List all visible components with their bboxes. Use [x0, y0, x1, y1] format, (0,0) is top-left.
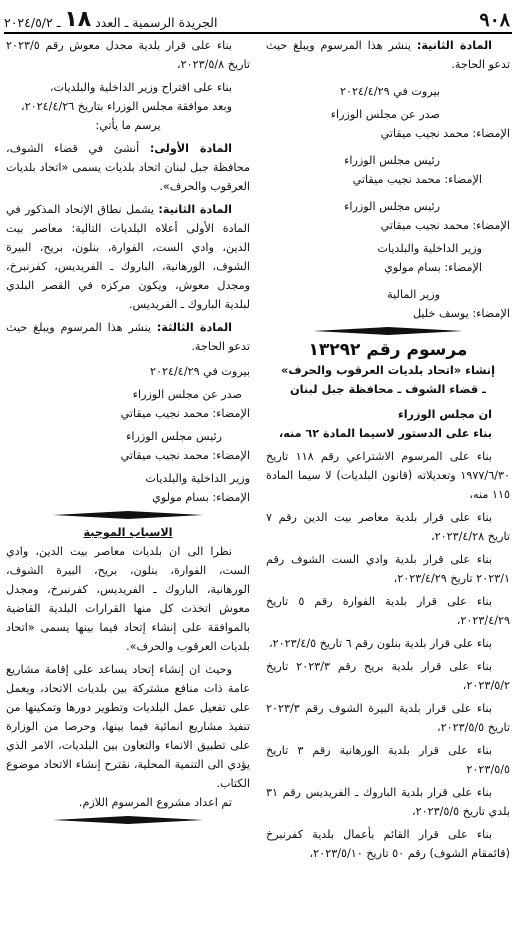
issue-date: ـ ٢٠٢٤/٥/٢	[4, 15, 61, 30]
preamble-paragraph: بناء على المرسوم الاشتراعي رقم ١١٨ تاريخ ١٩٧٧/٦/٣٠ وتعديلاته (قانون البلديات) لا سيما المادة ١١٥ منه،	[266, 450, 510, 501]
preamble-paragraph: بناء على قرار القائم بأعمال بلدية كفرنبرخ (قائمقام الشوف) رقم ٥٠ تاريخ ٢٠٢٣/٥/١٠،	[266, 828, 510, 860]
reasons-title: الاسباب الموجبة	[83, 526, 173, 539]
council-line: ان مجلس الوزراء	[397, 408, 492, 421]
date-line: بيروت في ٢٠٢٤/٤/٢٩	[340, 85, 440, 98]
preamble-paragraph: بناء على قرار بلدية مجدل معوش رقم ٢٠٢٣/٥ تاريخ ٢٠٢٣/٥/٨،	[6, 39, 250, 71]
preamble-paragraph: بناء على قرار بلدية معاصر بيت الدين رقم ٧ تاريخ ٢٠٢٣/٤/٢٨،	[266, 511, 510, 543]
article-text: ينشر هذا المرسوم ويبلغ حيث تدعو الحاجة.	[266, 39, 510, 71]
signatory-title: وزير الداخلية والبلديات	[145, 472, 250, 485]
page-header	[4, 4, 510, 30]
decree-subtitle: ـ قضاء الشوف ـ محافظة جبل لبنان	[289, 382, 487, 396]
preamble-paragraph: بناء على قرار بلدية الفوارة رقم ٥ تاريخ ٢٠٢٣/٤/٢٩،	[266, 595, 510, 627]
article-3	[6, 318, 250, 356]
left-column	[6, 36, 250, 828]
decrees-line: يرسم ما يأتي:	[95, 119, 161, 132]
preamble-paragraph: بناء على قرار بلدية الباروك ـ الفريديس رقم ٣١ بلدي تاريخ ٢٠٢٣/٥/٥،	[266, 786, 510, 818]
preamble-paragraph: بناء على اقتراح وزير الداخلية والبلديات،	[49, 81, 232, 94]
article-label: المادة الثالثة:	[156, 321, 232, 334]
gazette-title	[4, 7, 218, 32]
section-divider	[313, 327, 463, 335]
reasons-paragraph: نظرا الى ان بلديات معاصر بيت الدين، وادي الست، الفوارة، بنلون، بريح، البيرة الشوف، الورهانية، الباروك ـ الفريديس، كفرنبرخ، ومجدل معوش اتخذت كل منها القرارات البلدية القاضية بالموافقة على إنشاء إتحاد فيما بينها يسمى «اتحاد بلديات العرقوب والحرف».	[6, 545, 250, 653]
right-article-2	[266, 36, 510, 74]
reasons-paragraph: تم اعداد مشروع المرسوم اللازم.	[78, 796, 232, 809]
article-label: المادة الثانية:	[416, 39, 492, 52]
signature-line: الإمضاء: محمد نجيب ميقاتي	[120, 407, 250, 420]
signatory-title: وزير المالية	[387, 288, 440, 301]
signatory-title: رئيس مجلس الوزراء	[126, 430, 222, 443]
preamble-paragraph: بناء على قرار بلدية وادي الست الشوف رقم ٢٠٢٣/١ تاريخ ٢٠٢٣/٤/٢٩،	[266, 553, 510, 585]
signature-line: الإمضاء: محمد نجيب ميقاتي	[120, 449, 250, 462]
signature-line: الإمضاء: محمد نجيب ميقاتي	[352, 173, 482, 186]
signature-line: الإمضاء: محمد نجيب ميقاتي	[380, 127, 510, 140]
article-text: يشمل نطاق الإتحاد المذكور في المادة الأولى أعلاه البلديات التالية: معاصر بيت الدين، وادي الست، الفوارة، بنلون، بريح، البيرة الشوف، الورهانية، الباروك ـ الفريديس، كفرنبرخ، ومجدل معوش، ويكون مركزه في القصر البلدي لبلدية الباروك ـ الفريديس.	[6, 203, 250, 311]
article-label: المادة الأولى:	[149, 142, 232, 155]
signatory-title: رئيس مجلس الوزراء	[344, 200, 440, 213]
signature-line: الإمضاء: بسام مولوي	[384, 261, 482, 274]
issued-by: صدر عن مجلس الوزراء	[132, 388, 242, 401]
section-divider	[53, 511, 203, 519]
date-line: بيروت في ٢٠٢٤/٤/٢٩	[150, 365, 250, 378]
article-text: ينشر هذا المرسوم ويبلغ حيث تدعو الحاجة.	[6, 321, 250, 353]
article-text: أنشئ في قضاء الشوف، محافظة جبل لبنان اتحاد بلديات يسمى «اتحاد بلديات العرقوب والحرف».	[6, 142, 250, 193]
article-label: المادة الثانية:	[158, 203, 232, 216]
article-2	[6, 200, 250, 314]
article-1	[6, 139, 250, 196]
header-rule	[4, 32, 512, 34]
preamble-paragraph: بناء على قرار بلدية البيرة الشوف رقم ٢٠٢٣/٣ تاريخ ٢٠٢٣/٥/٥،	[266, 702, 510, 734]
issued-by: صدر عن مجلس الوزراء	[330, 108, 440, 121]
preamble-paragraph: وبعد موافقة مجلس الوزراء بتاريخ ٢٠٢٤/٤/٢٦،	[21, 100, 232, 113]
page-number: ٩٠٨	[479, 9, 510, 31]
signature-line: الإمضاء: محمد نجيب ميقاتي	[380, 219, 510, 232]
signatory-title: وزير الداخلية والبلديات	[377, 242, 482, 255]
issue-number: ١٨	[64, 7, 92, 32]
signatory-title: رئيس مجلس الوزراء	[344, 154, 440, 167]
decree-subtitle: إنشاء «اتحاد بلديات العرقوب والحرف»	[280, 363, 495, 377]
signature-line: الإمضاء: بسام مولوي	[152, 491, 250, 504]
section-divider	[53, 816, 203, 824]
preamble-paragraph: بناء على قرار بلدية الورهانية رقم ٣ تاريخ ٢٠٢٣/٥/٥	[266, 744, 510, 776]
decree-title: مرسوم رقم ١٣٢٩٢	[308, 340, 468, 360]
preamble-paragraph: بناء على قرار بلدية بنلون رقم ٦ تاريخ ٢٠٢٣/٤/٥،	[268, 637, 492, 650]
signature-line: الإمضاء: يوسف خليل	[412, 307, 510, 320]
gazette-name: الجريدة الرسمية ـ العدد	[95, 15, 218, 30]
constitution-line: بناء على الدستور لاسيما المادة ٦٢ منه،	[278, 427, 492, 440]
preamble-paragraph: بناء على قرار بلدية بريح رقم ٢٠٢٣/٣ تاريخ ٢٠٢٣/٥/٢،	[266, 660, 510, 692]
right-column	[266, 36, 510, 863]
reasons-paragraph: وحيث ان إنشاء إتحاد يساعد على إقامة مشاريع عامة ذات منافع مشتركة بين بلديات الاتحاد، ويعمل على تفعيل عمل البلديات وتطوير دورها وتمكينها من تنفيذ مشاريع انمائية فيما بينها، وحرصا من الوزارة على تطبيق الانماء والتعاون بين البلديات، الامر الذي يؤدي الى التنمية المحلية، نقترح إنشاء الاتحاد موضوع الكتاب.	[6, 663, 250, 790]
